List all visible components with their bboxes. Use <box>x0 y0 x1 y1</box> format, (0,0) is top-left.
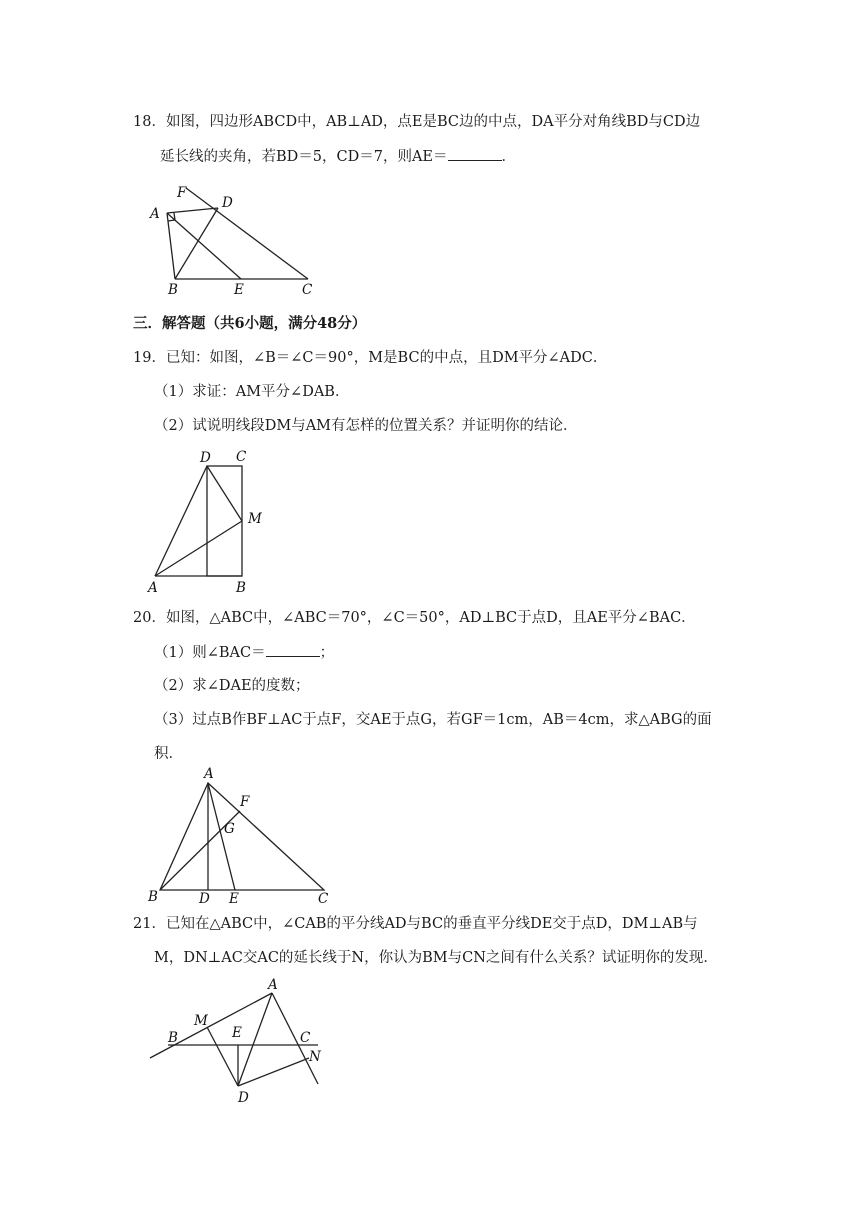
q18-label-e: E <box>234 282 244 298</box>
q20-part-3-line-2: 积． <box>154 746 183 762</box>
q18-line-2-text: 延长线的夹角，若BD＝5，CD＝7，则AE＝ <box>160 149 448 165</box>
section-3-title: 三．解答题（共6小题，满分48分） <box>133 315 367 332</box>
q21-label-e: E <box>232 1025 242 1041</box>
q18-label-c: C <box>302 282 313 298</box>
q18-line-1: 18．如图，四边形ABCD中，AB⊥AD，点E是BC边的中点，DA平分对角线BD与CD边 <box>133 114 701 130</box>
q20-label-d: D <box>199 891 210 907</box>
q19-part-2: （2）试说明线段DM与AM有怎样的位置关系？并证明你的结论． <box>154 418 578 434</box>
q18-label-f: F <box>177 185 187 201</box>
q21-label-m: M <box>194 1013 208 1029</box>
q20-stem: 20．如图，△ABC中，∠ABC＝70°，∠C＝50°，AD⊥BC于点D，且AE平分∠BAC． <box>133 610 696 626</box>
q19-label-m: M <box>248 511 262 527</box>
q19-label-a: A <box>148 580 158 596</box>
q20-label-f: F <box>240 794 250 810</box>
q21-label-c: C <box>300 1030 311 1046</box>
q18-label-a: A <box>150 206 160 222</box>
q21-line-ba-extended <box>150 993 272 1058</box>
q20-label-b: B <box>148 889 158 905</box>
q19-label-c: C <box>236 449 247 465</box>
q19-label-d: D <box>200 450 211 466</box>
q18-line-2-end: ． <box>501 149 517 165</box>
q21-line-dn <box>238 1058 309 1086</box>
q20-label-c: C <box>318 891 329 907</box>
q21-label-n: N <box>309 1049 321 1065</box>
q21-line-2: M，DN⊥AC交AC的延长线于N，你认为BM与CN之间有什么关系？试证明你的发现． <box>154 950 718 966</box>
q20-part-1-suffix: ； <box>319 645 335 661</box>
q21-label-a: A <box>268 977 278 993</box>
q19-stem: 19．已知：如图，∠B＝∠C＝90°，M是BC的中点，且DM平分∠ADC． <box>133 350 608 366</box>
q20-part-3-line-1: （3）过点B作BF⊥AC于点F，交AE于点G，若GF＝1cm，AB＝4cm，求△ABG的面 <box>154 712 712 728</box>
q19-part-1: （1）求证：AM平分∠DAB． <box>154 384 350 400</box>
q18-label-b: B <box>168 282 178 298</box>
q18-label-d: D <box>222 195 233 211</box>
q20-label-g: G <box>224 821 235 837</box>
q20-part-1-text: （1）则∠BAC＝ <box>154 645 266 661</box>
q20-label-e: E <box>229 891 239 907</box>
q20-part-2: （2）求∠DAE的度数； <box>154 678 310 694</box>
q21-label-d: D <box>238 1090 249 1106</box>
q19-label-b: B <box>236 580 246 596</box>
q20-label-a: A <box>204 766 214 782</box>
q21-line-1: 21．已知在△ABC中，∠CAB的平分线AD与BC的垂直平分线DE交于点D，DM⊥AB与 <box>133 916 698 932</box>
q21-label-b: B <box>168 1030 178 1046</box>
q21-line-ad <box>238 993 272 1086</box>
